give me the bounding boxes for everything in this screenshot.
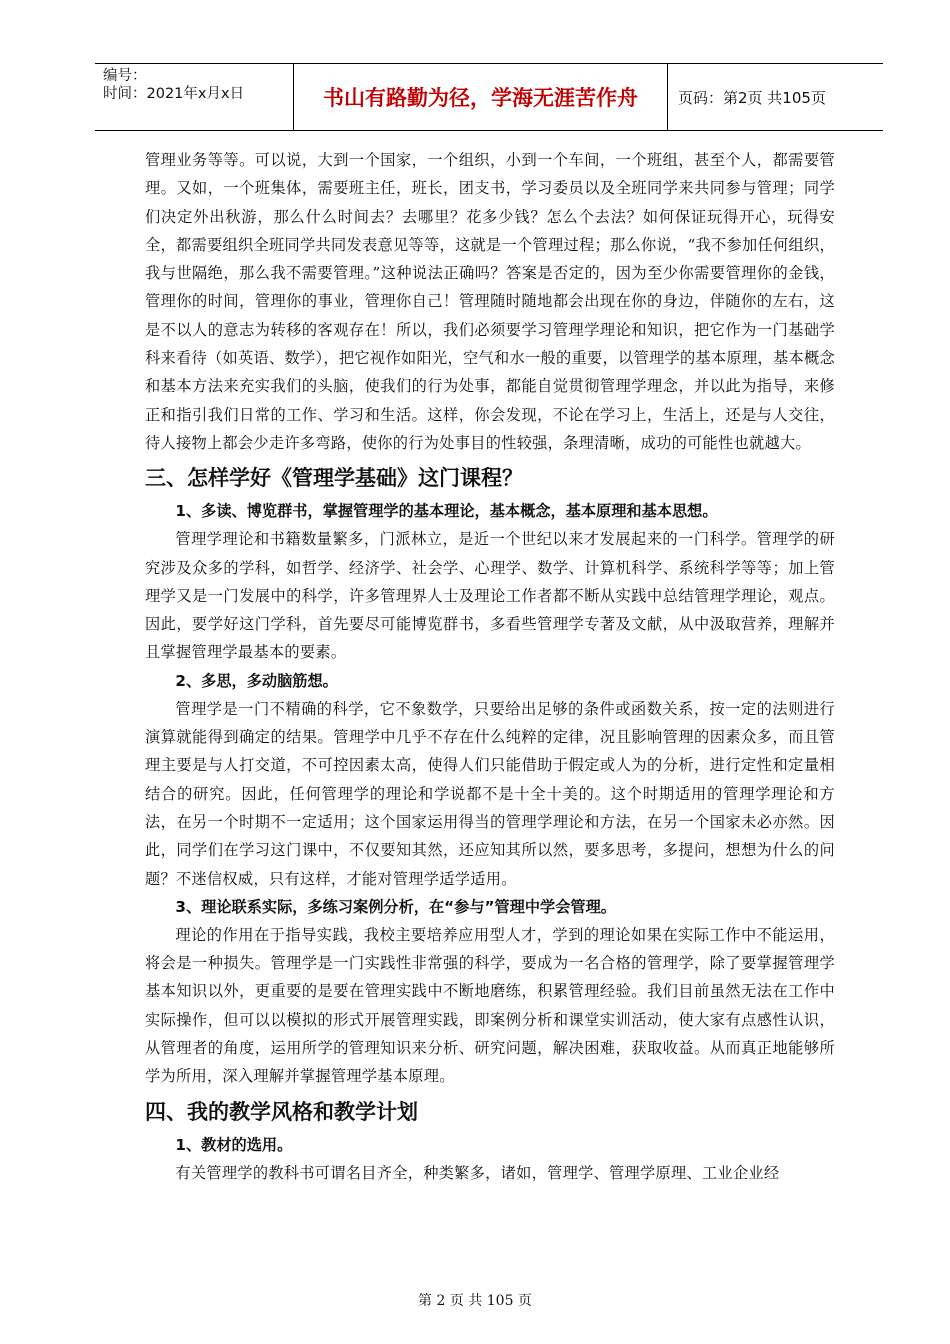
document-time-label: 时间：2021年x月x日 (103, 86, 245, 102)
page-header (95, 63, 883, 131)
section-heading: 三、怎样学好《管理学基础》这门课程？ (145, 466, 523, 491)
page-footer: 第 2 页 共 105 页 (418, 1293, 532, 1309)
paragraph: 管理学是一门不精确的科学，它不象数学，只要给出足够的条件或函数关系，按一定的法则进行演算就能得到确定的结果。管理学中几乎不存在什么纯粹的定律，况且影响管理的因素众多，而且管理主要是与人打交道，不可控因素太高，使得人们只能借助于假定或人为的分析，进行定性和定量相结合的研究。因此，任何管理学的理论和学说都不是十全十美的。这个时期适用的管理学理论和方法，在另一个时期不一定适用；这个国家运用得当的管理学理论和方法，在另一个国家未必亦然。因此，同学们在学习这门课中，不仅要知其然，还应知其所以然，要多思考，多提问，想想为什么的问题？不迷信权威，只有这样，才能对管理学适学适用。 (145, 699, 835, 888)
document-number-label: 编号： (103, 68, 147, 84)
header-meta (95, 64, 294, 130)
document-body (145, 146, 835, 1187)
paragraph: 管理业务等等。可以说，大到一个国家，一个组织，小到一个车间，一个班组，甚至个人，都需要管理。又如，一个班集体，需要班主任，班长，团支书，学习委员以及全班同学来共同参与管理；同学们决定外出秋游，那么什么时间去？去哪里？花多少钱？怎么个去法？如何保证玩得开心，玩得安全，都需要组织全班同学共同发表意见等等，这就是一个管理过程；那么你说，“我不参加任何组织，我与世隔绝，那么我不需要管理。”这种说法正确吗？答案是否定的，因为至少你需要管理你的金钱，管理你的时间，管理你的事业，管理你自己！管理随时随地都会出现在你的身边，伴随你的左右，这是不以人的意志为转移的客观存在！所以，我们必须要学习管理学理论和知识，把它作为一门基础学科来看待（如英语、数学），把它视作如阳光，空气和水一般的重要，以管理学的基本原理，基本概念和基本方法来充实我们的头脑，使我们的行为处事，都能自觉贯彻管理学理念，并以此为指导，来修正和指引我们日常的工作、学习和生活。这样，你会发现，不论在学习上，生活上，还是与人交往，待人接物上都会少走许多弯路，使你的行为处事目的性较强，条理清晰，成功的可能性也就越大。 (145, 151, 835, 452)
paragraph: 管理学理论和书籍数量繁多，门派林立，是近一个世纪以来才发展起来的一门科学。管理学的研究涉及众多的学科，如哲学、经济学、社会学、心理学、数学、计算机科学、系统科学等等；加上管理学又是一门发展中的科学，许多管理界人士及理论工作者都不断从实践中总结管理学理论，观点。因此，要学好这门学科，首先要尽可能博览群书，多看些管理学专著及文献，从中汲取营养，理解并且掌握管理学最基本的要素。 (145, 530, 835, 662)
subsection-heading: 1、教材的选用。 (175, 1135, 293, 1154)
subsection-heading: 3、理论联系实际，多练习案例分析，在“参与”管理中学会管理。 (175, 897, 616, 916)
subsection-heading: 2、多思，多动脑筋想。 (175, 671, 338, 690)
header-page-number: 页码：第2页 共105页 (678, 88, 826, 107)
subsection-heading: 1、多读、博览群书，掌握管理学的基本理论，基本概念，基本原理和基本思想。 (175, 502, 718, 521)
paragraph: 理论的作用在于指导实践，我校主要培养应用型人才，学到的理论如果在实际工作中不能运用，将会是一种损失。管理学是一门实践性非常强的科学，要成为一名合格的管理学，除了要掌握管理学基本知识以外，更重要的是要在管理实践中不断地磨练，积累管理经验。我们目前虽然无法在工作中实际操作，但可以以模拟的形式开展管理实践，即案例分析和课堂实训活动，使大家有点感性认识，从管理者的角度，运用所学的管理知识来分析、研究问题，解决困难，获取收益。从而真正地能够所学为所用，深入理解并掌握管理学基本原理。 (145, 925, 835, 1086)
header-motto: 书山有路勤为径，学海无涯苦作舟 (294, 64, 668, 130)
section-heading: 四、我的教学风格和教学计划 (145, 1099, 418, 1124)
paragraph: 有关管理学的教科书可谓名目齐全，种类繁多，诸如，管理学、管理学原理、工业企业经 (175, 1163, 780, 1182)
